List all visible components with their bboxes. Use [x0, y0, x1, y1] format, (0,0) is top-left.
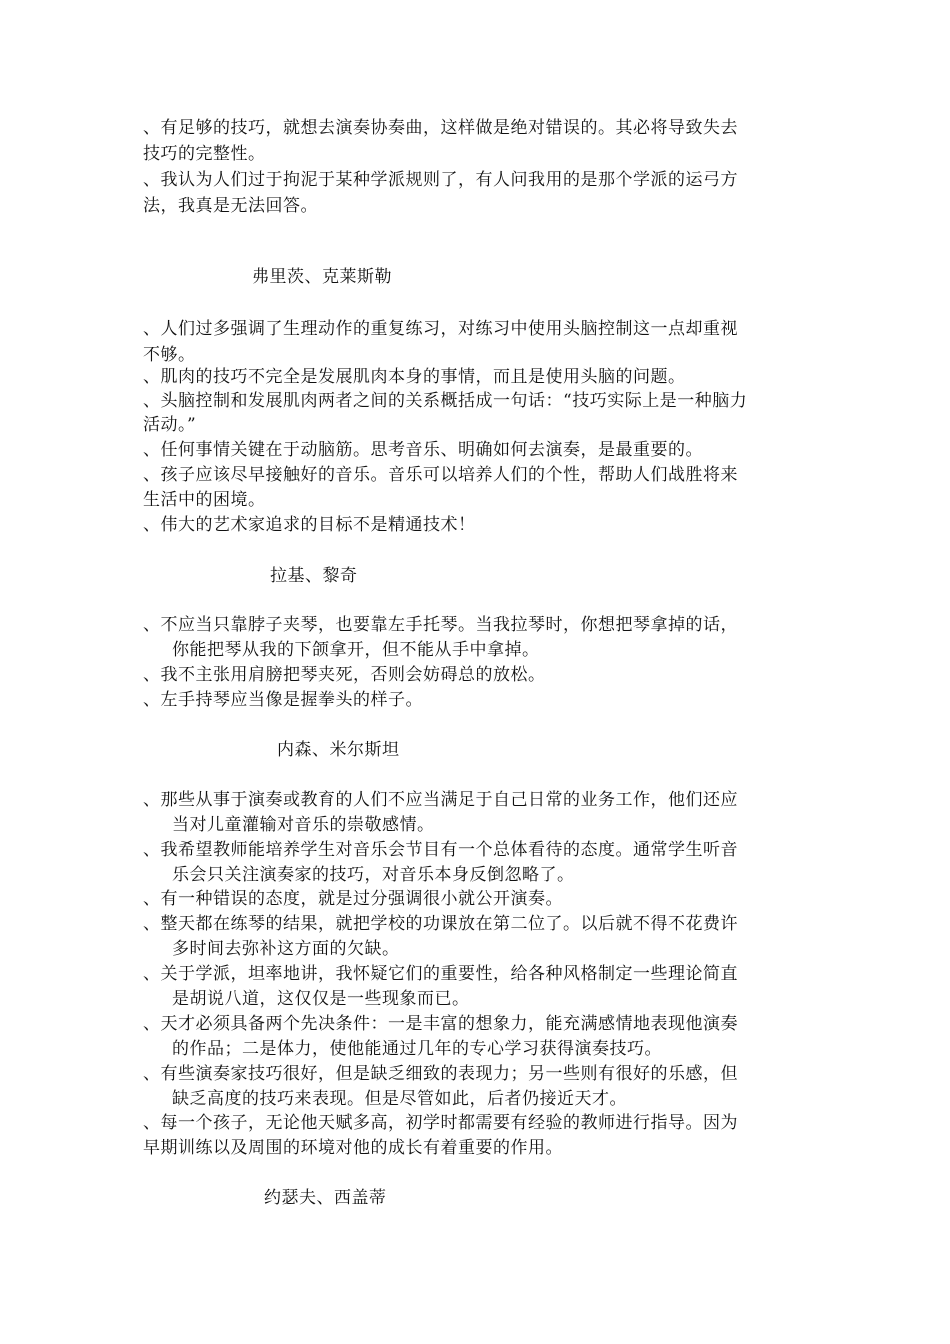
text-line: 的作品；二是体力，使他能通过几年的专心学习获得演奏技巧。 [172, 1039, 662, 1059]
text-line: 、天才必须具备两个先决条件：一是丰富的想象力，能充满感情地表现他演奏 [143, 1014, 738, 1034]
text-line: 你能把琴从我的下颌拿开，但不能从手中拿掉。 [172, 640, 540, 660]
text-line: 不够。 [143, 345, 196, 365]
text-line: 、肌肉的技巧不完全是发展肌肉本身的事情，而且是使用头脑的问题。 [143, 367, 686, 387]
text-line: 、任何事情关键在于动脑筋。思考音乐、明确如何去演奏，是最重要的。 [143, 440, 703, 460]
section-heading: 拉基、黎奇 [270, 566, 358, 586]
text-line: 、整天都在练琴的结果，就把学校的功课放在第二位了。以后就不得不花费许 [143, 914, 738, 934]
text-line: 早期训练以及周围的环境对他的成长有着重要的作用。 [143, 1138, 563, 1158]
text-line: 、头脑控制和发展肌肉两者之间的关系概括成一句话：“技巧实际上是一种脑力 [143, 391, 748, 411]
text-line: 、左手持琴应当像是握拳头的样子。 [143, 690, 423, 710]
text-line: 生活中的困境。 [143, 490, 266, 510]
section-heading: 弗里茨、克莱斯勒 [252, 267, 392, 287]
section-heading: 约瑟夫、西盖蒂 [264, 1188, 387, 1208]
text-line: 、孩子应该尽早接触好的音乐。音乐可以培养人们的个性，帮助人们战胜将来 [143, 465, 738, 485]
text-line: 、我不主张用肩膀把琴夹死，否则会妨碍总的放松。 [143, 665, 546, 685]
text-line: 活动。” [143, 415, 197, 435]
text-line: 、每一个孩子，无论他天赋多高，初学时都需要有经验的教师进行指导。因为 [143, 1113, 738, 1133]
text-line: 、关于学派，坦率地讲，我怀疑它们的重要性，给各种风格制定一些理论简直 [143, 964, 738, 984]
text-line: 法，我真是无法回答。 [143, 196, 318, 216]
text-line: 、人们过多强调了生理动作的重复练习，对练习中使用头脑控制这一点却重视 [143, 319, 738, 339]
text-line: 、不应当只靠脖子夹琴，也要靠左手托琴。当我拉琴时，你想把琴拿掉的话， [143, 615, 738, 635]
section-heading: 内森、米尔斯坦 [277, 740, 400, 760]
text-line: 是胡说八道，这仅仅是一些现象而已。 [172, 989, 470, 1009]
text-line: 乐会只关注演奏家的技巧，对音乐本身反倒忽略了。 [172, 865, 575, 885]
text-line: 、我认为人们过于拘泥于某种学派规则了，有人问我用的是那个学派的运弓方 [143, 170, 738, 190]
text-line: 、伟大的艺术家追求的目标不是精通技术！ [143, 515, 476, 535]
text-line: 、那些从事于演奏或教育的人们不应当满足于自己日常的业务工作，他们还应 [143, 790, 738, 810]
text-line: 、有一种错误的态度，就是过分强调很小就公开演奏。 [143, 889, 563, 909]
text-line: 技巧的完整性。 [143, 144, 266, 164]
text-line: 、我希望教师能培养学生对音乐会节目有一个总体看待的态度。通常学生听音 [143, 840, 738, 860]
text-line: 、有些演奏家技巧很好，但是缺乏细致的表现力；另一些则有很好的乐感，但 [143, 1064, 738, 1084]
text-line: 多时间去弥补这方面的欠缺。 [172, 939, 400, 959]
text-line: 当对儿童灌输对音乐的崇敬感情。 [172, 815, 435, 835]
text-line: 、有足够的技巧，就想去演奏协奏曲，这样做是绝对错误的。其必将导致失去 [143, 118, 738, 138]
text-line: 缺乏高度的技巧来表现。但是尽管如此，后者仍接近天才。 [172, 1089, 627, 1109]
